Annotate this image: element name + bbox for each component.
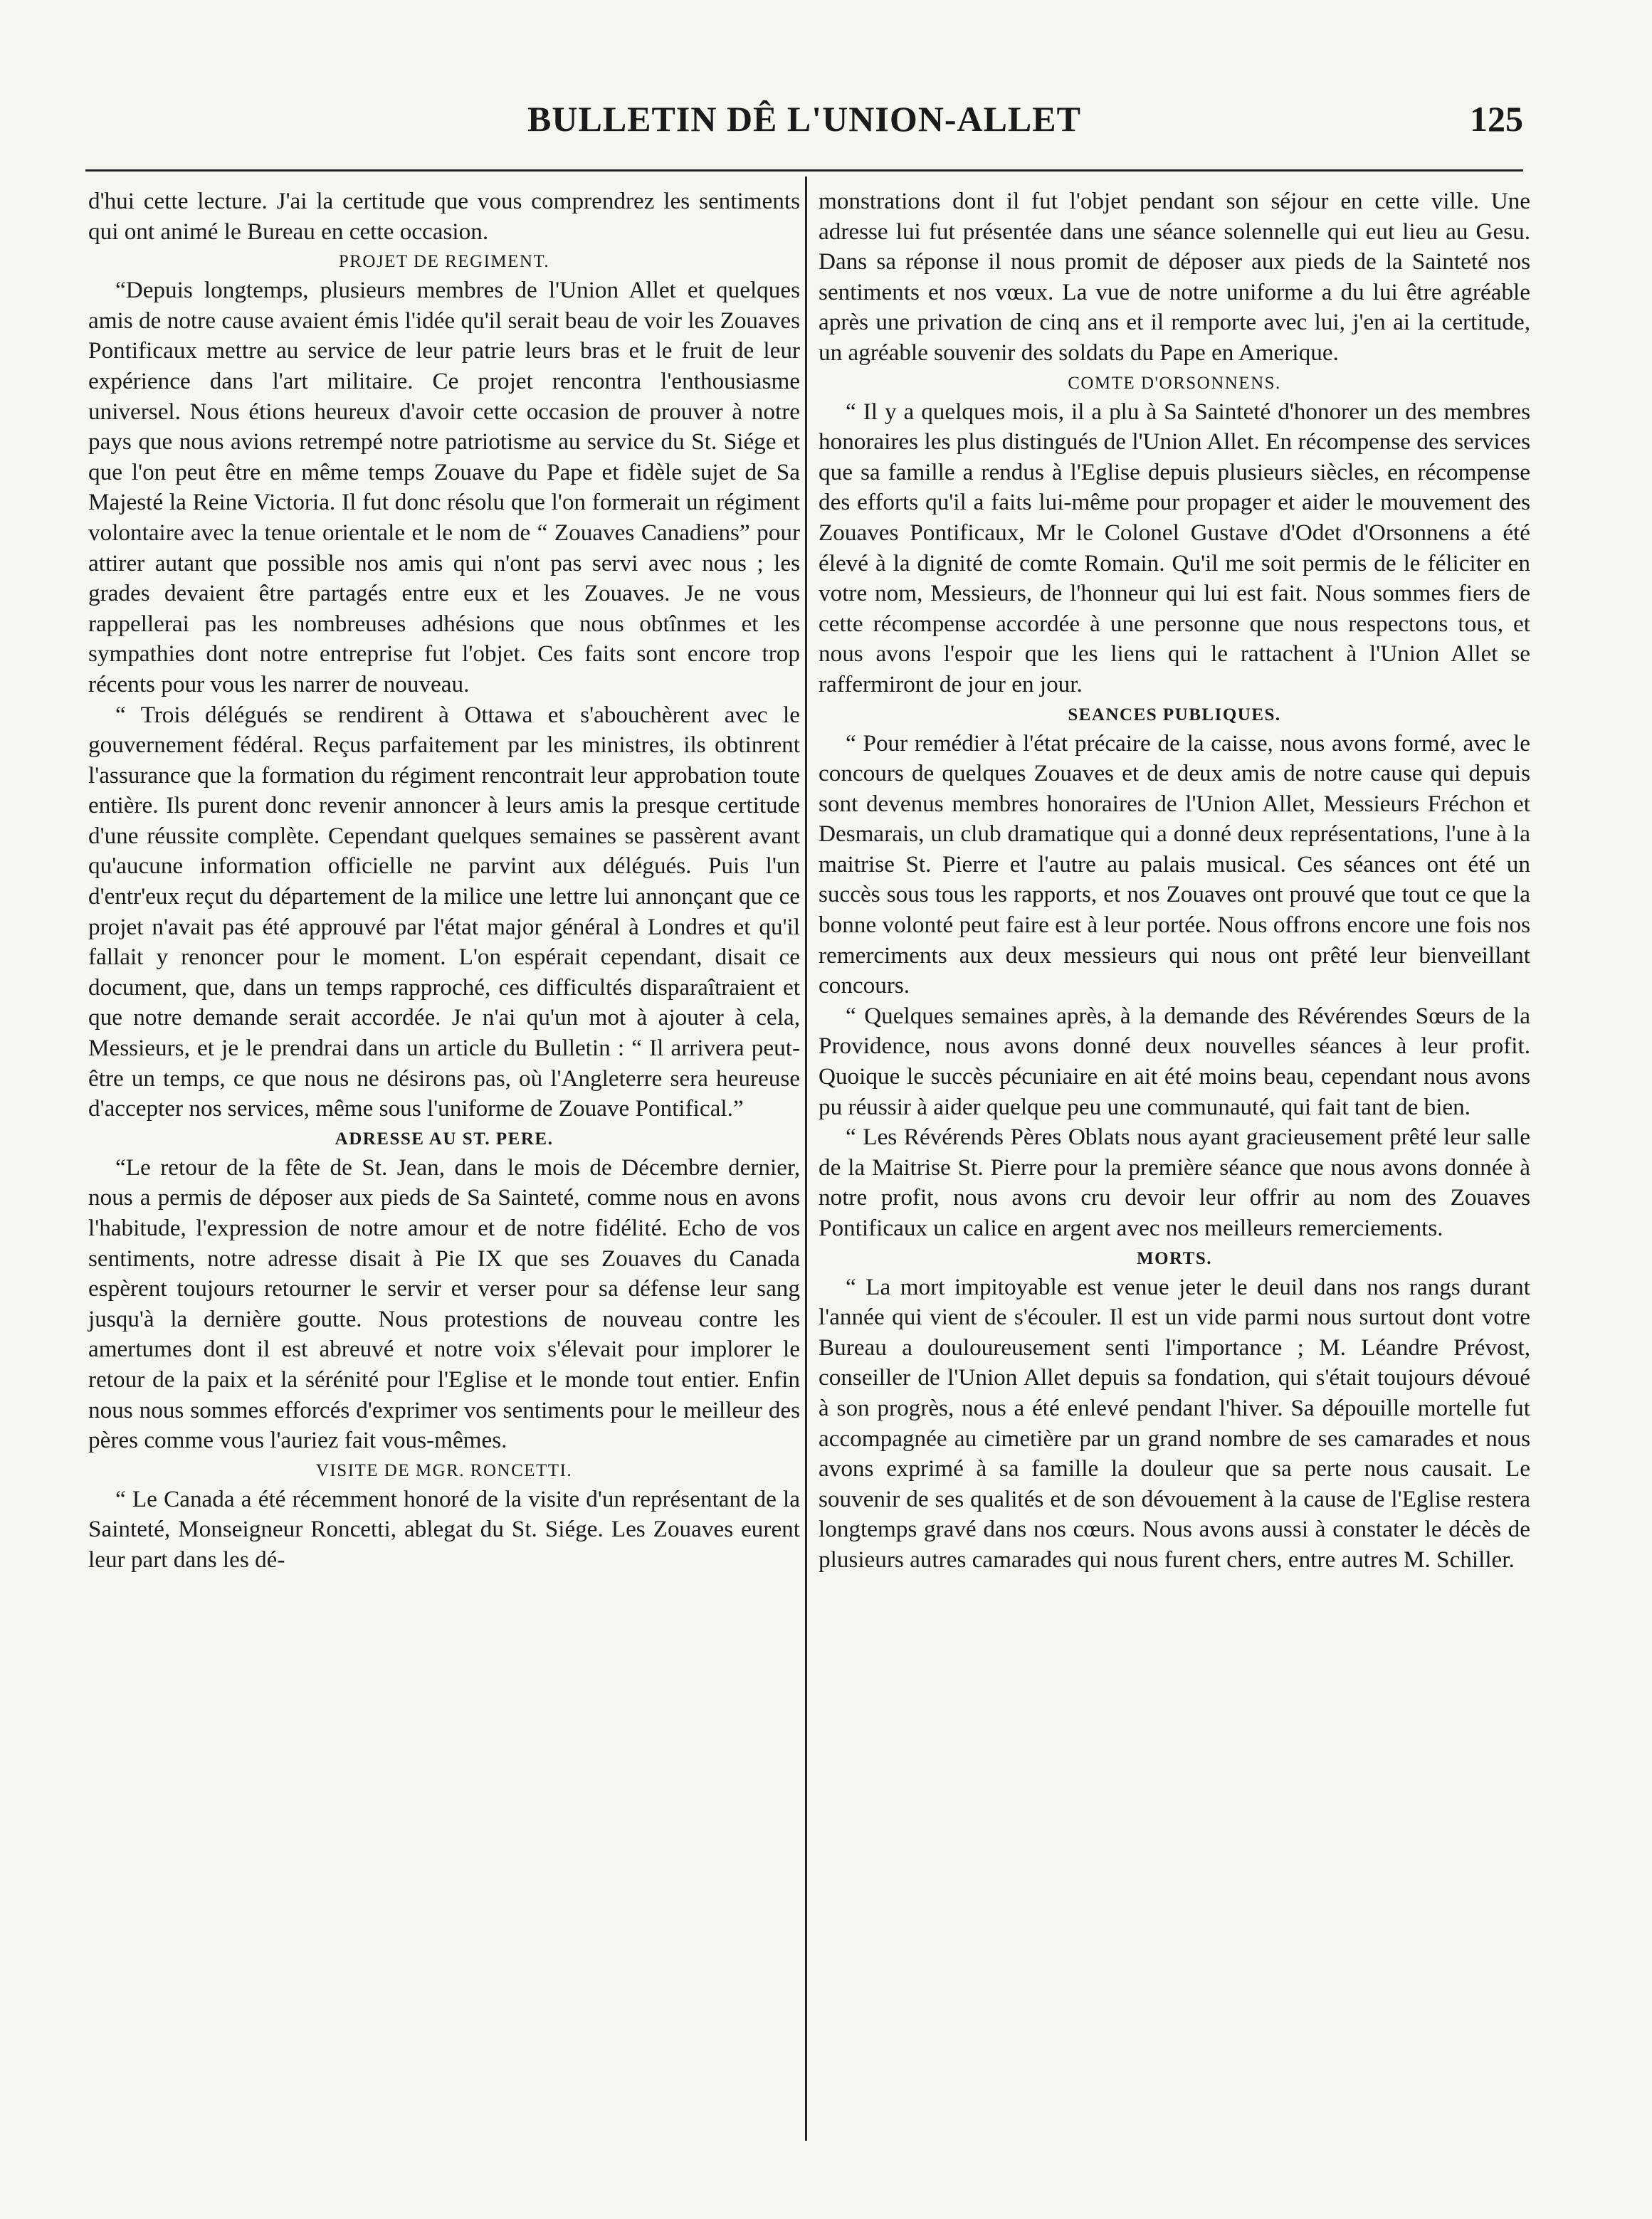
- paragraph: “Depuis longtemps, plusieurs membres de l'Union Allet et quelques amis de notre cause avaient émis l'idée qu'il serait beau de voir les Zouaves Pontificaux mettre au service de leur patrie leurs bras et le fruit de leur expérience dans l'art militaire. Ce projet rencontra l'enthousiasme universel. Nous étions heureux d'avoir cette occasion de prouver à notre pays que nous avions retrempé notre patriotisme au service du St. Siége et que l'on peut être en même temps Zouave du Pape et fidèle sujet de Sa Majesté la Reine Victoria. Il fut donc résolu que l'on formerait un régiment volontaire avec la tenue orientale et le nom de “ Zouaves Canadiens” pour attirer autant que possible nos amis qui n'ont pas servi avec nous ; les grades devaient être partagés entre eux et les Zouaves. Je ne vous rappellerai pas les nombreuses adhésions que nous obtînmes et les sympathies dont notre entreprise fut l'objet. Ces faits sont encore trop récents pour vous les narrer de nouveau.: [88, 277, 800, 697]
- running-head: [85, 98, 1523, 148]
- paragraph: “ Il y a quelques mois, il a plu à Sa Sainteté d'honorer un des membres honoraires les plus distingués de l'Union Allet. En récompense des services que sa famille a rendus à l'Eglise depuis plusieurs siècles, en récompense des efforts qu'il a faits lui-même pour propager et aider le mouvement des Zouaves Pontificaux, Mr le Colonel Gustave d'Odet d'Orsonnens a été élevé à la dignité de comte Romain. Qu'il me soit permis de le féliciter en votre nom, Messieurs, de l'honneur qui lui est fait. Nous sommes fiers de cette récompense accordée à une personne que nous respectons tous, et nous avons l'espoir que les liens qui le rattachent à l'Union Allet se raffermiront de jour en jour.: [819, 398, 1530, 697]
- left-column: [88, 186, 800, 1576]
- right-column: [819, 186, 1530, 1576]
- section-heading-comte-d-orsonnens: COMTE D'ORSONNENS.: [1068, 373, 1281, 393]
- running-title: BULLETIN DÊ L'UNION-ALLET: [527, 99, 1081, 139]
- section-heading-seances-publiques: SEANCES PUBLIQUES.: [1068, 705, 1281, 724]
- header-rule: [85, 169, 1523, 172]
- paragraph: “Le retour de la fête de St. Jean, dans le mois de Décembre dernier, nous a permis de déposer aux pieds de Sa Sainteté, comme nous en avons l'habitude, l'expression de notre amour et de notre fidélité. Echo de vos sentiments, notre adresse disait à Pie IX que ses Zouaves du Canada espèrent toujours retourner le servir et verser pour sa défense leur sang jusqu'à la dernière goutte. Nous protestions de nouveau contre les amertumes dont il est abreuvé et notre voix s'élevait pour implorer le retour de la paix et la sérénité pour l'Eglise et le monde tout entier. Enfin nous nous sommes efforcés d'exprimer vos sentiments pour le meilleur des pères comme vous l'auriez fait vous-mêmes.: [88, 1154, 800, 1454]
- paragraph: “ Trois délégués se rendirent à Ottawa et s'abouchèrent avec le gouvernement fédéral. Reçus parfaitement par les ministres, ils obtinrent l'assurance que la formation du régiment rencontrait leur approbation toute entière. Ils purent donc revenir annoncer à leurs amis la presque certitude d'une réussite complète. Cependant quelques semaines se passèrent avant qu'aucune information officielle ne parvint aux délégués. Puis l'un d'entr'eux reçut du département de la milice une lettre lui annonçant que ce projet n'avait pas été approuvé par l'état major général à Londres et qu'il fallait y renoncer pour le moment. L'on espérait cependant, disait ce document, que, dans un temps rapproché, ces difficultés disparaîtraient et que notre demande serait accordée. Je n'ai qu'un mot à ajouter à cela, Messieurs, et je le prendrai dans un article du Bulletin : “ Il arrivera peut-être un temps, ce que nous ne désirons pas, où l'Angleterre sera heureuse d'accepter nos services, même sous l'uniforme de Zouave Pontifical.”: [88, 701, 800, 1122]
- page-number: 125: [1470, 99, 1523, 139]
- paragraph: “ Pour remédier à l'état précaire de la caisse, nous avons formé, avec le concours de quelques Zouaves et de deux amis de notre cause qui depuis sont devenus membres honoraires de l'Union Allet, Messieurs Fréchon et Desmarais, un club dramatique qui a donné deux représentations, l'une à la maitrise St. Pierre et l'autre au palais musical. Ces séances ont été un succès sous tous les rapports, et nos Zouaves ont prouvé que tout ce que la bonne volonté peut faire est à leur portée. Nous offrons encore une fois nos remerciments aux deux messieurs qui nous ont prêté leur bienveillant concours.: [819, 729, 1530, 999]
- section-heading-adresse-au-st-pere: ADRESSE AU ST. PERE.: [335, 1129, 554, 1149]
- paragraph: “ La mort impitoyable est venue jeter le deuil dans nos rangs durant l'année qui vient de s'écouler. Il est un vide parmi nous surtout dont votre Bureau a douloureusement senti l'importance ; M. Léandre Prévost, conseiller de l'Union Allet depuis sa fondation, qui s'était toujours dévoué à son progrès, nous a été enlevé pendant l'hiver. Sa dépouille mortelle fut accompagnée au cimetière par un grand nombre de ses camarades et nous avons exprimé à sa famille la douleur que sa perte nous causait. Le souvenir de ses qualités et de son dévouement à la cause de l'Eglise restera longtemps gravé dans nos cœurs. Nous avons aussi à constater le décès de plusieurs autres camarades qui nous furent chers, entre autres M. Schiller.: [819, 1273, 1530, 1573]
- column-divider: [805, 176, 807, 2141]
- paragraph: “ Les Révérends Pères Oblats nous ayant gracieusement prêté leur salle de la Maitrise St. Pierre pour la première séance que nous avons donnée à notre profit, nous avons cru devoir leur offrir au nom des Zouaves Pontificaux un calice en argent avec nos meilleurs remerciements.: [819, 1124, 1530, 1241]
- section-heading-morts: MORTS.: [1136, 1248, 1213, 1268]
- section-heading-visite-de-mgr-roncetti: VISITE DE MGR. RONCETTI.: [315, 1460, 573, 1480]
- paragraph: “ Quelques semaines après, à la demande des Révérendes Sœurs de la Providence, nous avons donné deux nouvelles séances à leur profit. Quoique le succès pécuniaire en ait été moins beau, cependant nous avons pu réussir à aider quelque peu une communauté, qui fait tant de bien.: [819, 1002, 1530, 1120]
- paragraph: d'hui cette lecture. J'ai la certitude que vous comprendrez les sentiments qui ont animé le Bureau en cette occasion.: [88, 188, 800, 245]
- paragraph: “ Le Canada a été récemment honoré de la visite d'un représentant de la Sainteté, Monseigneur Roncetti, ablegat du St. Siége. Les Zouaves eurent leur part dans les dé-: [88, 1485, 800, 1573]
- paragraph: monstrations dont il fut l'objet pendant son séjour en cette ville. Une adresse lui fut présentée dans une séance solennelle qui eut lieu au Gesu. Dans sa réponse il nous promit de déposer aux pieds de la Sainteté nos sentiments et nos vœux. La vue de notre uniforme a du lui être agréable après une privation de cinq ans et il remporte avec lui, j'en ai la certitude, un agréable souvenir des soldats du Pape en Amerique.: [819, 188, 1530, 366]
- section-heading-projet-de-regiment: PROJET DE REGIMENT.: [338, 252, 550, 272]
